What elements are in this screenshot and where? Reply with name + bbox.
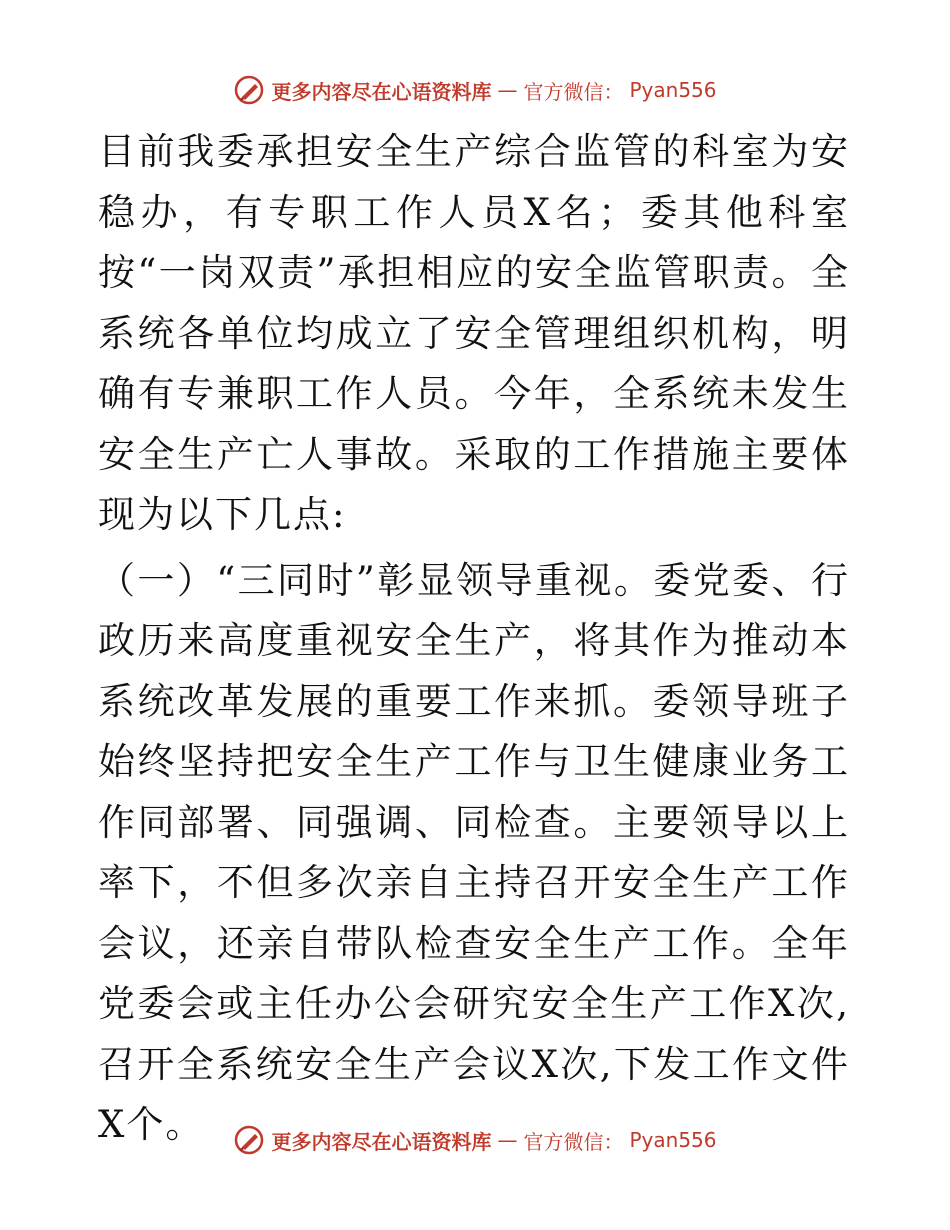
banner-wechat-id: Pyan556 bbox=[629, 78, 717, 102]
header-banner bbox=[0, 70, 950, 110]
footer-banner bbox=[0, 1120, 950, 1160]
pen-logo-icon bbox=[233, 74, 265, 106]
banner-wechat-label: 官方微信： bbox=[523, 1129, 624, 1154]
document-body bbox=[98, 122, 850, 1156]
banner-wechat-id: Pyan556 bbox=[629, 1128, 717, 1152]
banner-dash: — bbox=[497, 1128, 518, 1152]
paragraph-leadership: （一）“三同时”彰显领导重视。委党委、行政历来高度重视安全生产，将其作为推动本系统改革发展的重要工作来抓。委领导班子始终坚持把安全生产工作与卫生健康业务工作同部署、同强调、同检查。主要领导以上率下，不但多次亲自主持召开安全生产工作会议，还亲自带队检查安全生产工作。全年党委会或主任办公会研究安全生产工作X次,召开全系统安全生产会议X次,下发工作文件X个。 bbox=[98, 558, 850, 1146]
banner-tagline: 更多内容尽在心语资料库 bbox=[271, 79, 492, 104]
banner-wechat-label: 官方微信： bbox=[523, 79, 624, 104]
banner-tagline: 更多内容尽在心语资料库 bbox=[271, 1129, 492, 1154]
paragraph-overview: 目前我委承担安全生产综合监管的科室为安稳办，有专职工作人员X名；委其他科室按“一岗双责”承担相应的安全监管职责。全系统各单位均成立了安全管理组织机构，明确有专兼职工作人员。今年，全系统未发生安全生产亡人事故。采取的工作措施主要体现为以下几点: bbox=[98, 130, 850, 536]
pen-logo-icon bbox=[233, 1124, 265, 1156]
banner-dash: — bbox=[497, 78, 518, 102]
